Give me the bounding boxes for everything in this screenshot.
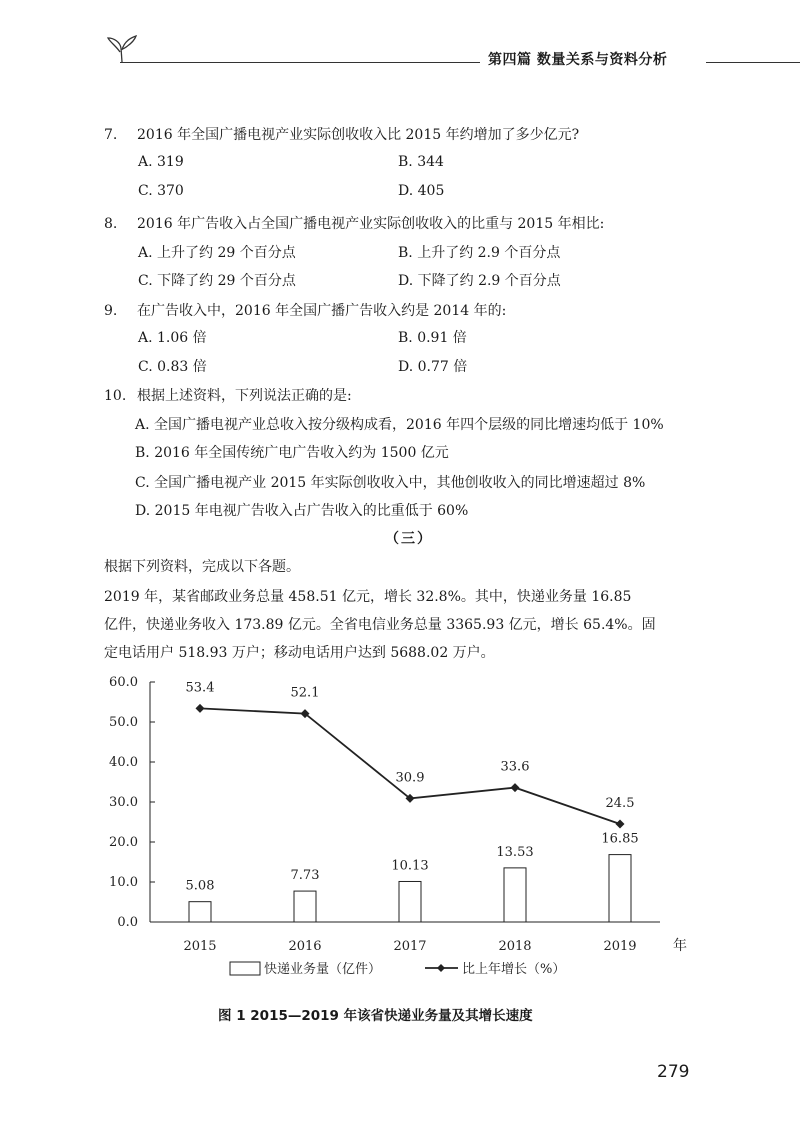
line-point-marker <box>196 704 205 713</box>
line-data-label: 53.4 <box>185 680 215 696</box>
line-data-label: 33.6 <box>500 759 530 775</box>
option-b: B. 上升了约 2.9 个百分点 <box>398 245 561 261</box>
bar-data-label: 13.53 <box>496 844 534 860</box>
question-number: 10. <box>104 388 127 404</box>
option-c: C. 下降了约 29 个百分点 <box>138 273 296 289</box>
option-c: C. 0.83 倍 <box>138 359 207 375</box>
statement-a: A. 全国广播电视产业总收入按分级构成看，2016 年四个层级的同比增速均低于 10% <box>135 417 664 433</box>
x-tick-label: 2015 <box>183 939 217 954</box>
y-tick-label: 20.0 <box>109 835 138 850</box>
paragraph-line: 2019 年，某省邮政业务总量 458.51 亿元，增长 32.8%。其中，快递业务量 16.85 <box>104 589 632 605</box>
x-tick-label: 2017 <box>393 939 427 954</box>
x-tick-label: 2018 <box>498 939 532 954</box>
growth-line <box>200 708 620 824</box>
option-a: A. 上升了约 29 个百分点 <box>138 245 296 261</box>
bar <box>189 902 211 922</box>
question-number: 7. <box>104 127 118 143</box>
page-number: 279 <box>657 1062 690 1082</box>
y-tick-label: 0.0 <box>117 915 138 930</box>
legend-line-label: 比上年增长（%） <box>462 962 566 977</box>
y-tick-label: 60.0 <box>109 675 138 690</box>
bar-data-label: 10.13 <box>391 858 429 874</box>
option-d: D. 下降了约 2.9 个百分点 <box>398 273 561 289</box>
header-rule-right <box>706 62 800 63</box>
line-point-marker <box>511 783 520 792</box>
x-axis-unit: 年 <box>673 938 687 954</box>
bar <box>504 868 526 922</box>
section-header-title: 第四篇 数量关系与资料分析 <box>488 52 668 68</box>
statement-b: B. 2016 年全国传统广电广告收入约为 1500 亿元 <box>135 445 449 461</box>
option-a: A. 319 <box>138 154 184 170</box>
option-d: D. 0.77 倍 <box>398 359 468 375</box>
line-data-label: 24.5 <box>605 796 635 811</box>
line-data-label: 30.9 <box>395 770 425 786</box>
x-tick-label: 2019 <box>603 939 637 954</box>
bar-data-label: 16.85 <box>601 831 639 847</box>
bar-data-label: 7.73 <box>290 868 320 884</box>
section-intro: 根据下列资料，完成以下各题。 <box>104 559 300 575</box>
section-title: （三） <box>385 531 433 547</box>
question-text: 在广告收入中，2016 年全国广播广告收入约是 2014 年的: <box>137 303 507 319</box>
option-b: B. 0.91 倍 <box>398 330 467 346</box>
legend-line-marker <box>437 964 445 972</box>
question-text: 根据上述资料，下列说法正确的是: <box>137 388 352 404</box>
y-tick-label: 10.0 <box>109 875 138 890</box>
question-10 <box>104 385 352 405</box>
bar-data-label: 5.08 <box>185 878 215 894</box>
bar <box>294 891 316 922</box>
y-tick-label: 30.0 <box>109 795 138 810</box>
question-8 <box>104 213 604 233</box>
option-c: C. 370 <box>138 183 184 199</box>
option-b: B. 344 <box>398 154 444 170</box>
y-tick-label: 40.0 <box>109 755 138 770</box>
question-number: 8. <box>104 216 118 232</box>
question-number: 9. <box>104 303 118 319</box>
statement-d: D. 2015 年电视广告收入占广告收入的比重低于 60% <box>135 503 469 519</box>
sprout-logo-icon <box>106 28 142 64</box>
option-a: A. 1.06 倍 <box>138 330 207 346</box>
bar <box>399 881 421 922</box>
legend-bar-swatch <box>230 962 260 975</box>
paragraph-line: 亿件，快递业务收入 173.89 亿元。全省电信业务总量 3365.93 亿元，增长 65.4%。固 <box>104 617 656 633</box>
question-text: 2016 年广告收入占全国广播电视产业实际创收收入的比重与 2015 年相比: <box>137 216 605 232</box>
line-data-label: 52.1 <box>290 685 320 701</box>
legend-bar-label: 快递业务量（亿件） <box>264 962 382 977</box>
option-d: D. 405 <box>398 183 445 199</box>
question-7 <box>104 124 579 144</box>
question-text: 2016 年全国广播电视产业实际创收收入比 2015 年约增加了多少亿元? <box>137 127 580 143</box>
y-tick-label: 50.0 <box>109 715 138 730</box>
question-9 <box>104 300 506 320</box>
x-tick-label: 2016 <box>288 939 322 954</box>
express-volume-chart <box>90 665 710 995</box>
header-rule-left <box>120 62 480 63</box>
line-point-marker <box>616 820 625 829</box>
bar <box>609 855 631 922</box>
paragraph-line: 定电话用户 518.93 万户；移动电话用户达到 5688.02 万户。 <box>104 645 495 661</box>
figure-caption: 图 1 2015—2019 年该省快递业务量及其增长速度 <box>218 1008 533 1024</box>
statement-c: C. 全国广播电视产业 2015 年实际创收收入中，其他创收收入的同比增速超过 8% <box>135 475 646 491</box>
